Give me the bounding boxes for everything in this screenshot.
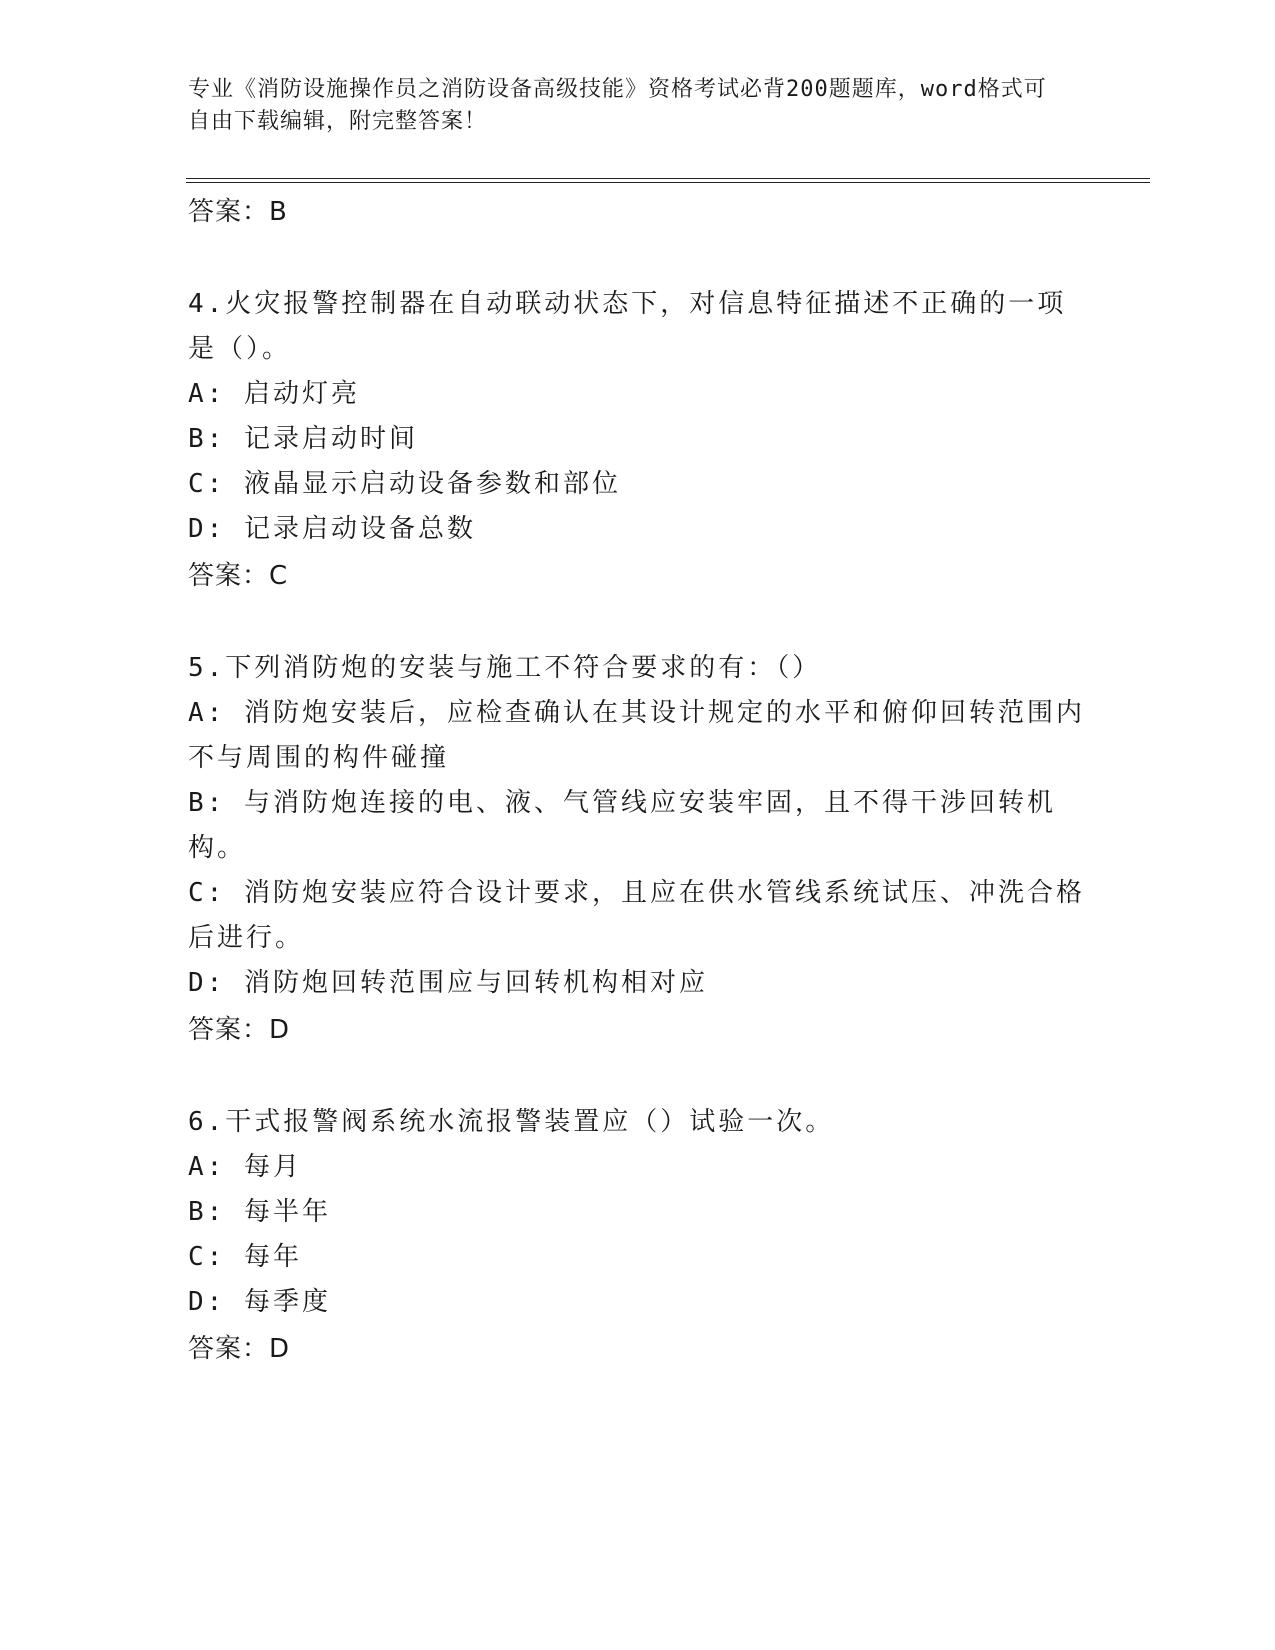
option-label: D: — [188, 514, 226, 544]
option-label: B: — [188, 1197, 226, 1227]
header-divider — [186, 178, 1150, 183]
option-text: 启动灯亮 — [243, 379, 360, 409]
option-text: 液晶显示启动设备参数和部位 — [243, 469, 621, 499]
option-a — [188, 372, 1088, 417]
option-label: A: — [188, 379, 226, 409]
option-label: C: — [188, 469, 226, 499]
option-c — [188, 871, 1088, 961]
option-text: 每月 — [243, 1152, 302, 1182]
option-text: 与消防炮连接的电、液、气管线应安装牢固，且不得干涉回转机构。 — [188, 788, 1056, 863]
answer-line: 答案：C — [188, 561, 289, 591]
option-text: 消防炮安装后，应检查确认在其设计规定的水平和俯仰回转范围内不与周围的构件碰撞 — [188, 698, 1085, 773]
option-d — [188, 961, 1088, 1006]
option-text: 消防炮回转范围应与回转机构相对应 — [243, 968, 708, 998]
option-text: 消防炮安装应符合设计要求，且应在供水管线系统试压、冲洗合格后进行。 — [188, 878, 1085, 953]
answer-line: 答案：B — [188, 197, 288, 227]
option-text: 每半年 — [243, 1197, 331, 1227]
option-b — [188, 417, 1088, 462]
page-title: 专业《消防设施操作员之消防设备高级技能》资格考试必背200题题库，word格式可自由下载编辑，附完整答案！ — [188, 77, 1047, 134]
question-text: 6.干式报警阀系统水流报警装置应（）试验一次。 — [188, 1107, 835, 1137]
option-label: B: — [188, 424, 226, 454]
option-a — [188, 691, 1088, 781]
option-label: A: — [188, 1152, 226, 1182]
option-text: 记录启动设备总数 — [243, 514, 476, 544]
option-label: C: — [188, 878, 226, 908]
option-text: 记录启动时间 — [243, 424, 418, 454]
option-label: C: — [188, 1242, 226, 1272]
option-label: D: — [188, 1287, 226, 1317]
question-text: 4.火灾报警控制器在自动联动状态下，对信息特征描述不正确的一项是（）。 — [188, 289, 1067, 364]
page-header — [188, 74, 1068, 138]
option-a — [188, 1145, 1088, 1190]
answer-line: 答案：D — [188, 1015, 291, 1045]
question-6 — [188, 1100, 1088, 1369]
option-b — [188, 781, 1088, 871]
option-label: A: — [188, 698, 226, 728]
option-d — [188, 1280, 1088, 1325]
question-text: 5.下列消防炮的安装与施工不符合要求的有：（） — [188, 653, 822, 683]
option-b — [188, 1190, 1088, 1235]
question-5 — [188, 646, 1088, 1050]
option-text: 每季度 — [243, 1287, 331, 1317]
question-list — [188, 188, 1088, 1369]
option-label: B: — [188, 788, 226, 818]
option-text: 每年 — [243, 1242, 302, 1272]
option-c — [188, 462, 1088, 507]
option-c — [188, 1235, 1088, 1280]
option-d — [188, 507, 1088, 552]
option-label: D: — [188, 968, 226, 998]
answer-line: 答案：D — [188, 1334, 291, 1364]
question-4 — [188, 282, 1088, 596]
